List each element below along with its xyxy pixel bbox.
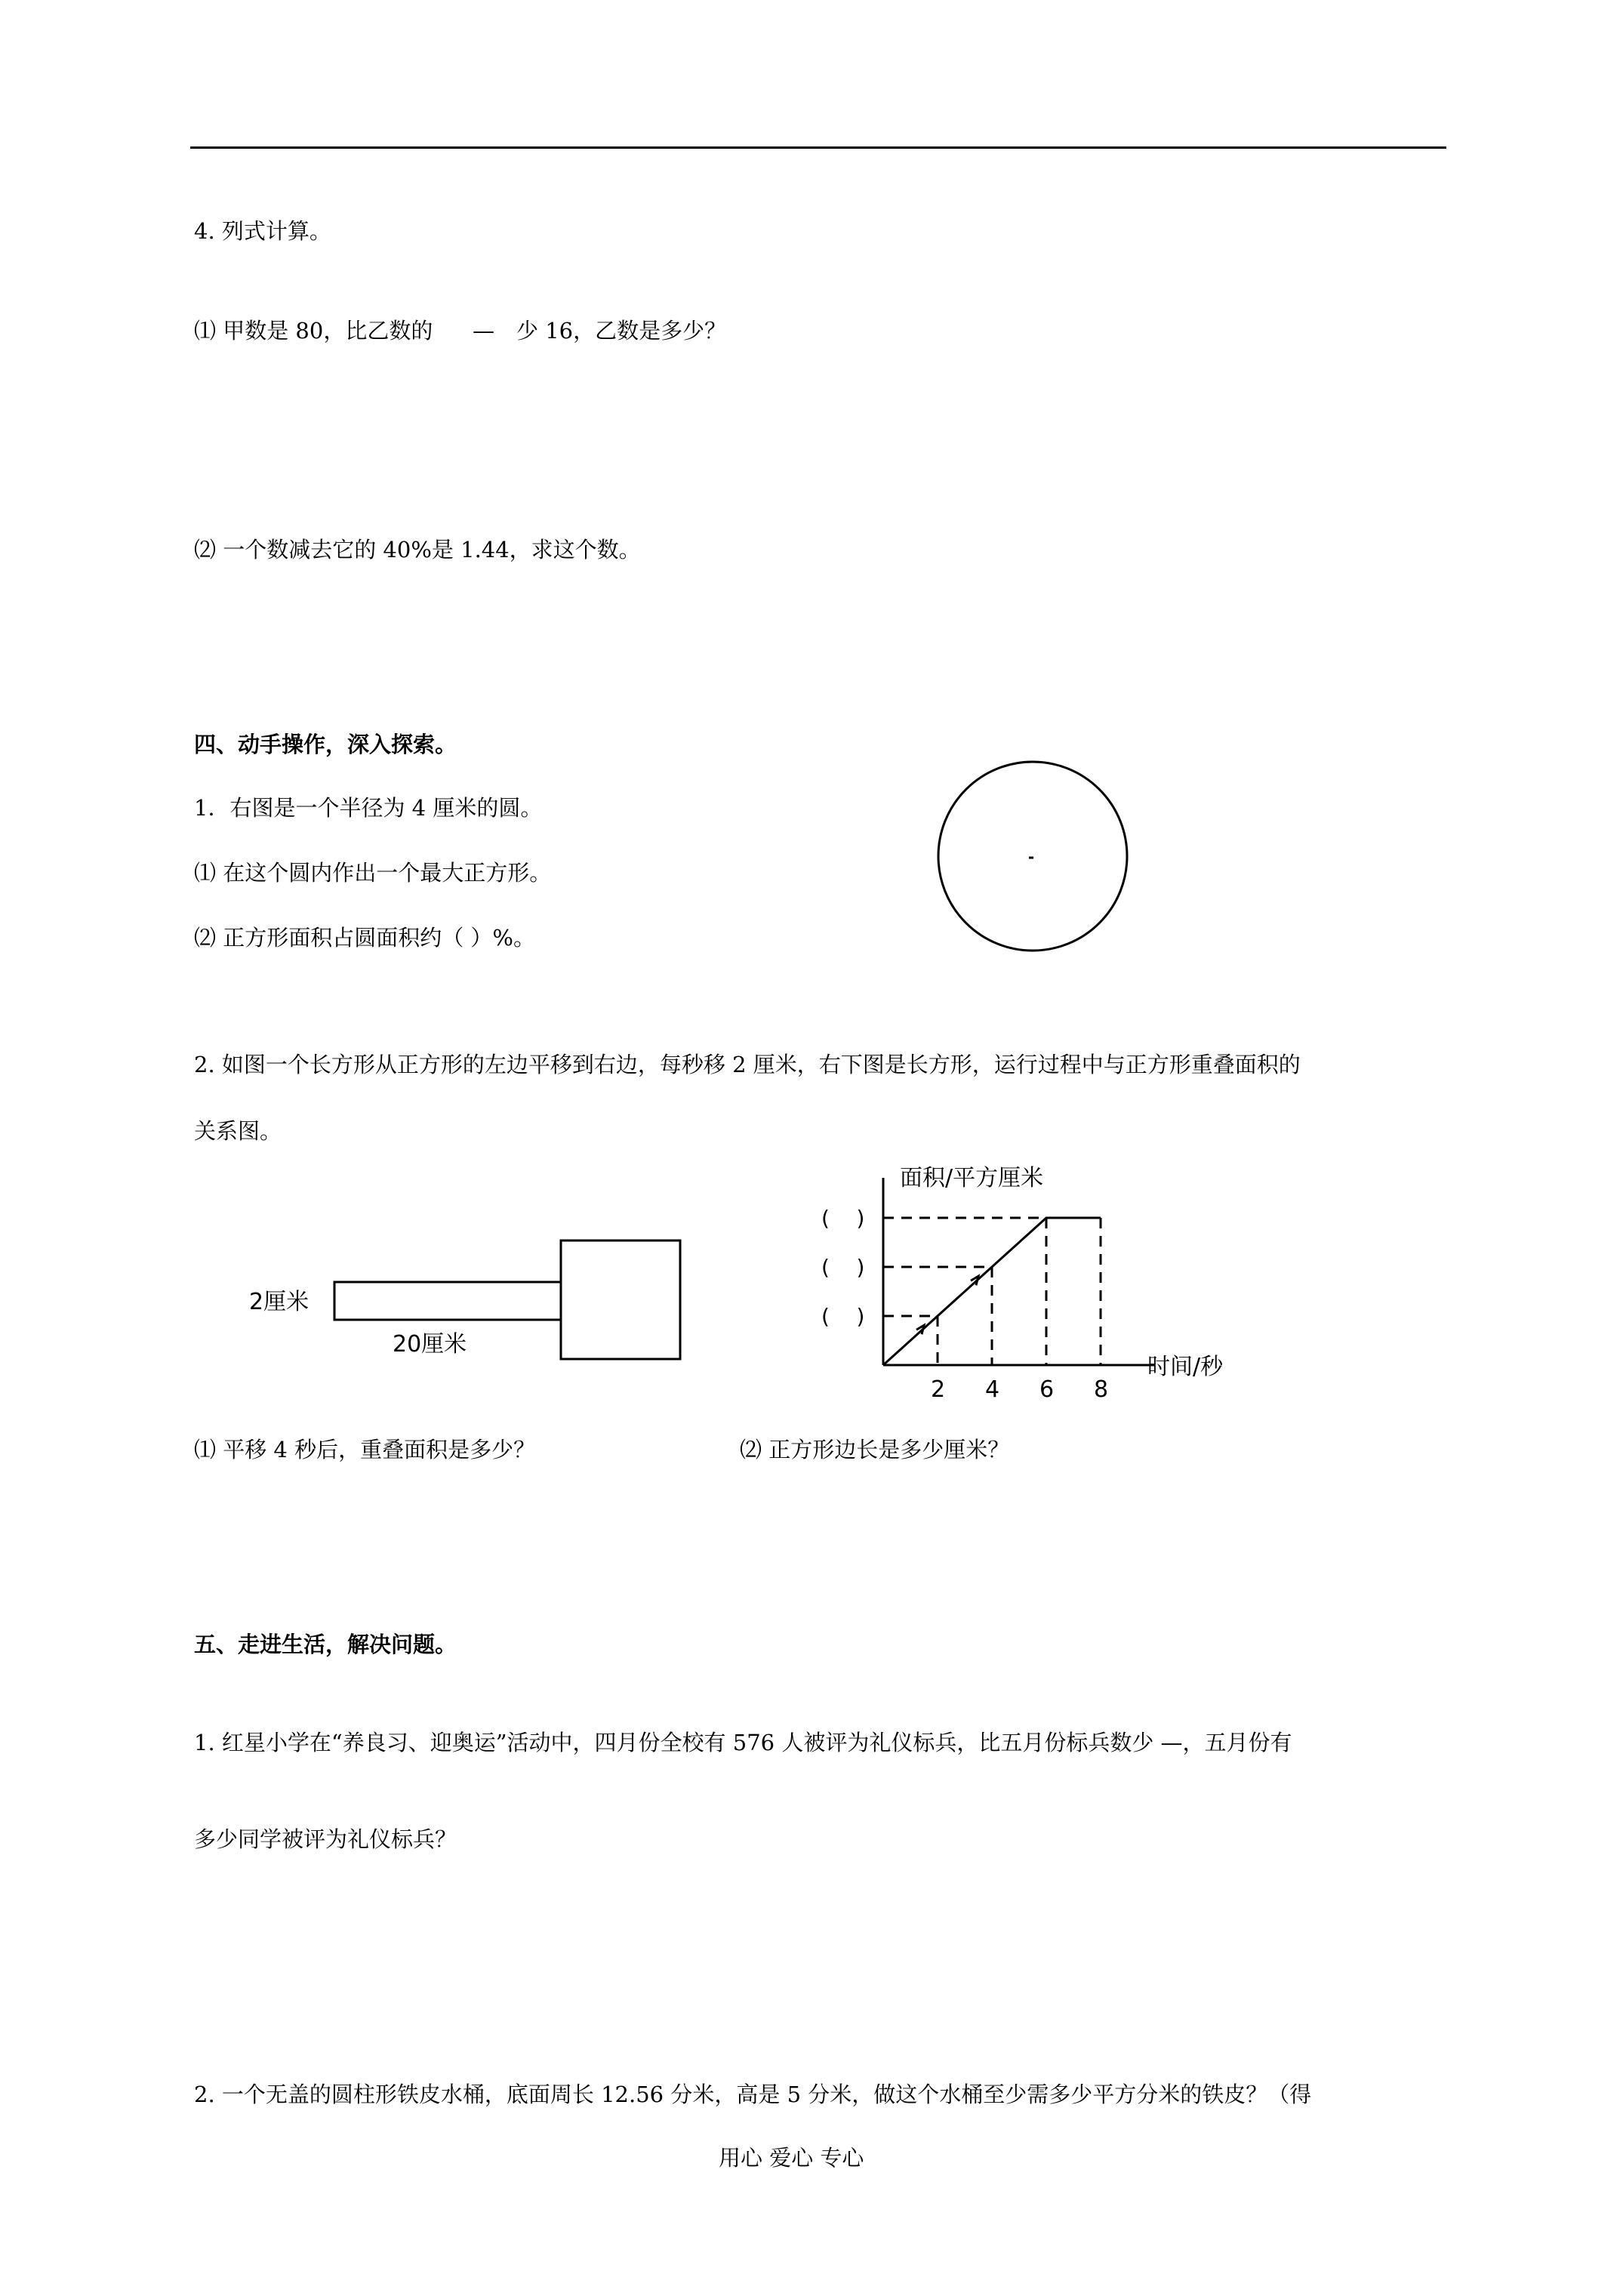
s5-q2-line1: 2. 一个无盖的圆柱形铁皮水桶，底面周长 12.56 分米，高是 5 分米，做这个水桶至少需多少平方分米的铁皮？（得 [194, 2082, 1312, 2107]
header-rule [190, 146, 1446, 149]
s4-q1-1: ⑴ 在这个圆内作出一个最大正方形。 [194, 860, 552, 886]
s5-q1-line2: 多少同学被评为礼仪标兵？ [194, 1826, 457, 1852]
section5-heading: 五、走进生活，解决问题。 [194, 1632, 457, 1657]
q4-1-part-a: ⑴ 甲数是 80，比乙数的 [194, 318, 433, 344]
rect-length-label: 20厘米 [393, 1331, 467, 1358]
chart-y-tick-2: ( ) [821, 1255, 865, 1280]
chart-x-tick-6: 6 [1039, 1376, 1055, 1403]
rect-height-label: 2厘米 [249, 1289, 310, 1315]
chart-x-tick-8: 8 [1094, 1376, 1109, 1403]
s5-q1-line1: 1. 红星小学在“养良习、迎奥运”活动中，四月份全校有 576 人被评为礼仪标兵，比五月份标兵数少 —，五月份有 [194, 1730, 1292, 1755]
chart-x-tick-2: 2 [931, 1376, 946, 1403]
q4-2: ⑵ 一个数减去它的 40%是 1.44，求这个数。 [194, 537, 641, 562]
q4-heading: 4. 列式计算。 [194, 218, 331, 244]
long-rectangle [334, 1282, 561, 1320]
s4-q2-line2: 关系图。 [194, 1118, 282, 1144]
q4-1-fraction: — [473, 318, 494, 344]
chart-y-tick-3: ( ) [821, 1206, 865, 1231]
chart-y-label: 面积/平方厘米 [900, 1165, 1044, 1191]
s4-q1-intro: 1．右图是一个半径为 4 厘米的圆。 [194, 795, 543, 821]
s4-q2-1: ⑴ 平移 4 秒后，重叠面积是多少？ [194, 1437, 536, 1462]
rectangle-square-figure [242, 1231, 694, 1367]
circle-outline [938, 762, 1127, 951]
s4-q2-line1: 2. 如图一个长方形从正方形的左边平移到右边，每秒移 2 厘米，右下图是长方形，运行过程中与正方形重叠面积的 [194, 1052, 1301, 1077]
chart-y-tick-1: ( ) [821, 1304, 865, 1329]
overlap-area-chart [800, 1155, 1268, 1403]
s4-q1-2: ⑵ 正方形面积占圆面积约（ ）%。 [194, 925, 535, 951]
section4-heading: 四、动手操作，深入探索。 [194, 732, 457, 757]
circle-figure [935, 758, 1131, 954]
q4-1-part-b: 少 16，乙数是多少？ [516, 318, 727, 344]
s4-q2-2: ⑵ 正方形边长是多少厘米？ [740, 1437, 1010, 1462]
chart-x-tick-4: 4 [985, 1376, 1000, 1403]
chart-x-label: 时间/秒 [1147, 1354, 1224, 1380]
footer-text: 用心 爱心 专心 [719, 2145, 864, 2171]
square-shape [561, 1240, 680, 1359]
